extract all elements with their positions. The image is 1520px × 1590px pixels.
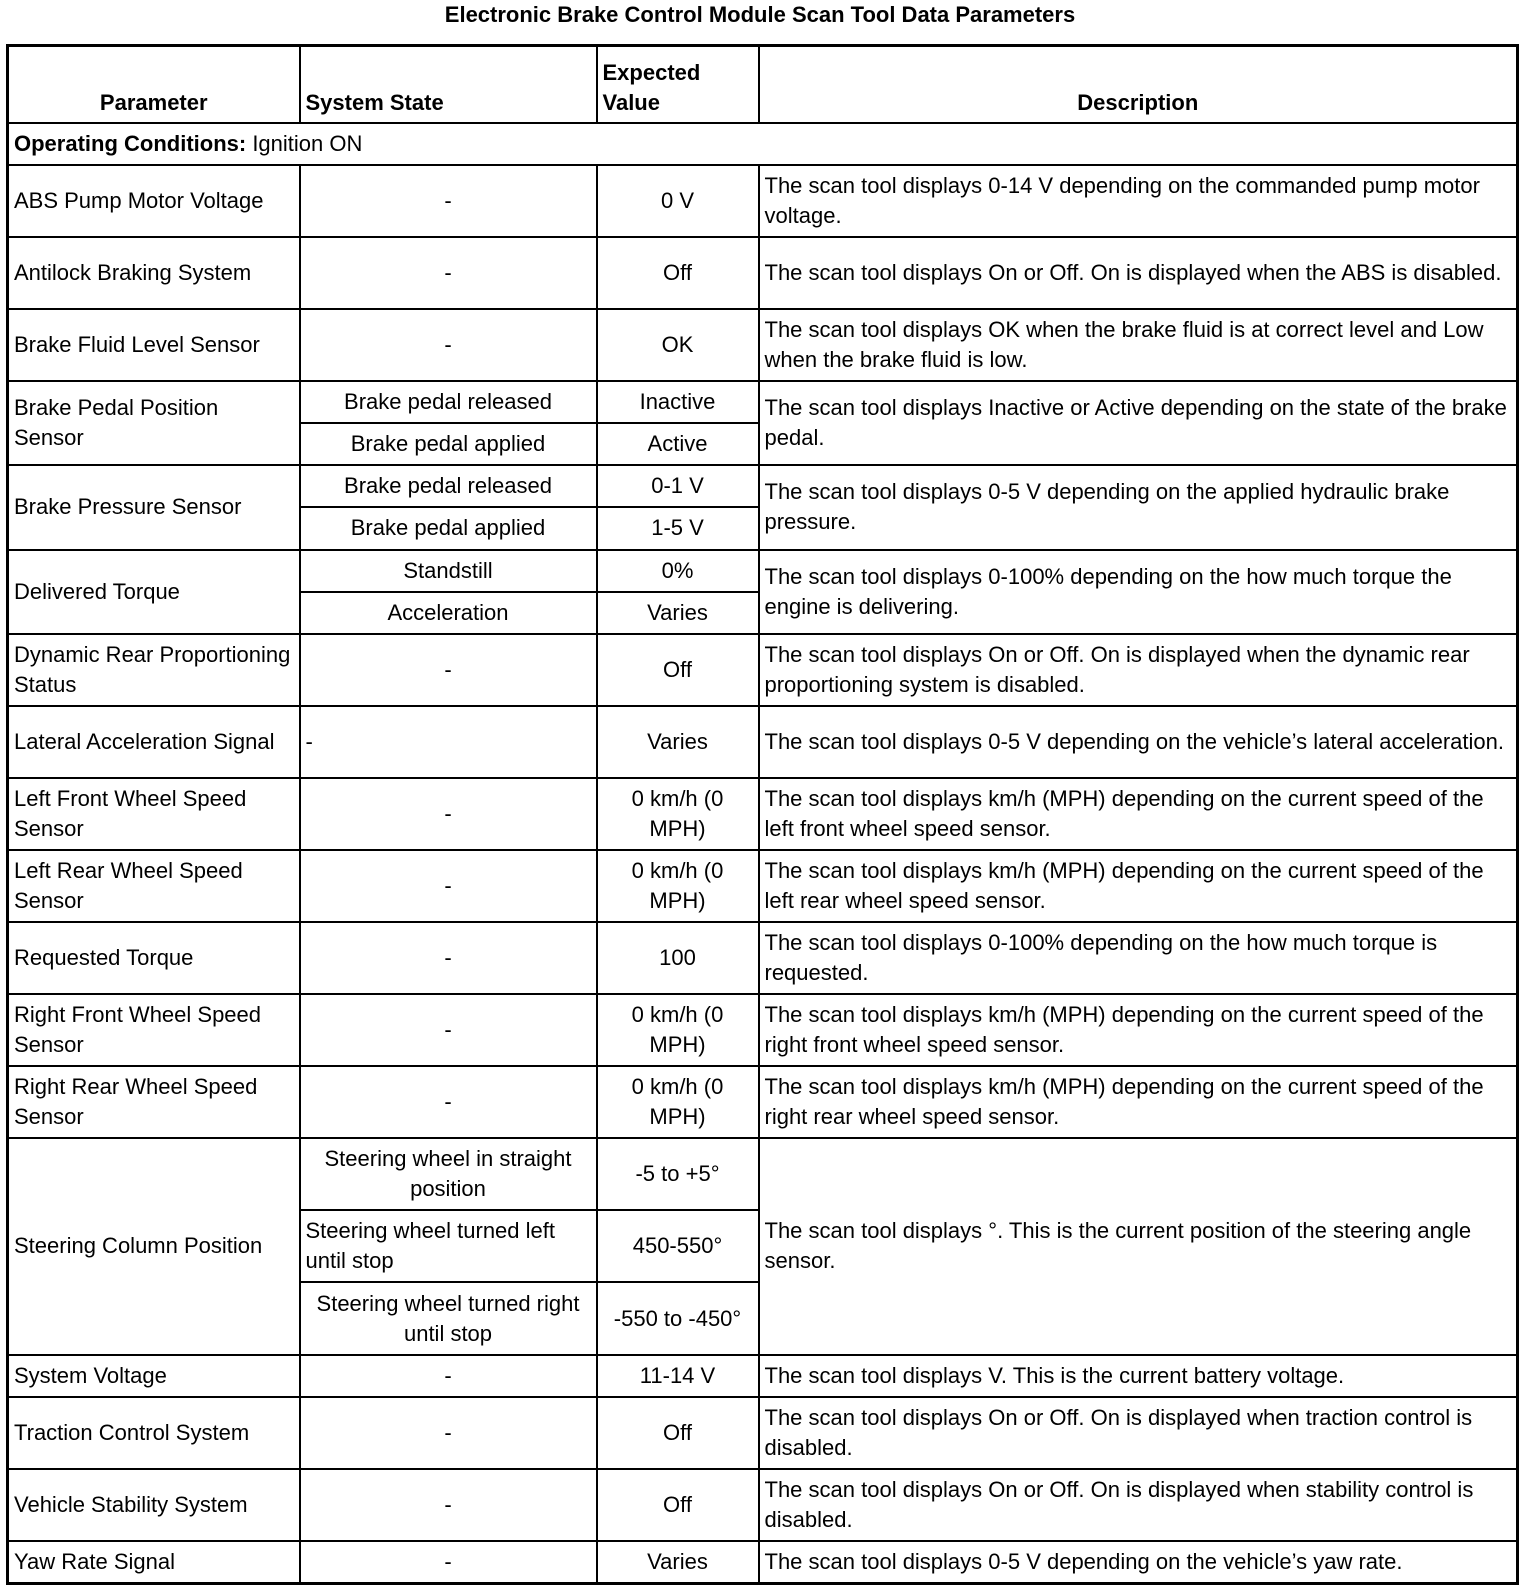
system-state-cell: Steering wheel in straight position	[300, 1138, 597, 1210]
table-row	[8, 237, 1518, 309]
expected-value-cell: 1-5 V	[597, 507, 759, 549]
system-state-cell: Brake pedal released	[300, 381, 597, 423]
expected-value-cell: Varies	[597, 706, 759, 778]
description-cell: The scan tool displays V. This is the current battery voltage.	[759, 1355, 1518, 1397]
parameter-cell: Brake Pressure Sensor	[8, 465, 300, 549]
parameter-cell: Right Rear Wheel Speed Sensor	[8, 1066, 300, 1138]
description-cell: The scan tool displays °. This is the current position of the steering angle sensor.	[759, 1138, 1518, 1354]
system-state-cell: -	[300, 1066, 597, 1138]
system-state-cell: -	[300, 1469, 597, 1541]
table-row	[8, 634, 1518, 706]
operating-conditions-row	[8, 123, 1518, 165]
operating-conditions	[8, 123, 1518, 165]
system-state-cell: -	[300, 309, 597, 381]
parameter-cell: Antilock Braking System	[8, 237, 300, 309]
system-state-cell: -	[300, 165, 597, 237]
system-state-cell: Steering wheel turned right until stop	[300, 1282, 597, 1354]
system-state-cell: -	[300, 1355, 597, 1397]
system-state-cell: Acceleration	[300, 592, 597, 634]
table-row	[8, 309, 1518, 381]
expected-value-cell: 0 V	[597, 165, 759, 237]
parameter-cell: Brake Fluid Level Sensor	[8, 309, 300, 381]
table-row	[8, 465, 1518, 507]
system-state-cell: -	[300, 706, 597, 778]
parameter-cell: Traction Control System	[8, 1397, 300, 1469]
parameter-cell: Left Front Wheel Speed Sensor	[8, 778, 300, 850]
table-row	[8, 1541, 1518, 1584]
table-row	[8, 994, 1518, 1066]
expected-value-cell: Off	[597, 1469, 759, 1541]
parameter-cell: Left Rear Wheel Speed Sensor	[8, 850, 300, 922]
expected-value-cell: 450-550°	[597, 1210, 759, 1282]
system-state-cell: -	[300, 634, 597, 706]
scan-tool-data-table	[6, 44, 1519, 1585]
parameter-cell: System Voltage	[8, 1355, 300, 1397]
system-state-cell: -	[300, 237, 597, 309]
operating-conditions-label: Operating Conditions:	[14, 131, 247, 157]
expected-value-cell: 0%	[597, 550, 759, 592]
description-cell: The scan tool displays km/h (MPH) depending on the current speed of the right rear wheel speed sensor.	[759, 1066, 1518, 1138]
description-cell: The scan tool displays Inactive or Active depending on the state of the brake pedal.	[759, 381, 1518, 465]
expected-value-cell: Off	[597, 634, 759, 706]
system-state-cell: Brake pedal applied	[300, 423, 597, 465]
system-state-cell: Brake pedal released	[300, 465, 597, 507]
description-cell: The scan tool displays On or Off. On is displayed when the dynamic rear proportioning system is disabled.	[759, 634, 1518, 706]
expected-value-cell: 0-1 V	[597, 465, 759, 507]
expected-value-cell: 0 km/h (0 MPH)	[597, 994, 759, 1066]
parameter-cell: ABS Pump Motor Voltage	[8, 165, 300, 237]
header-description: Description	[759, 46, 1518, 124]
parameter-cell: Lateral Acceleration Signal	[8, 706, 300, 778]
expected-value-cell: -5 to +5°	[597, 1138, 759, 1210]
table-row	[8, 778, 1518, 850]
description-cell: The scan tool displays On or Off. On is displayed when stability control is disabled.	[759, 1469, 1518, 1541]
system-state-cell: -	[300, 1397, 597, 1469]
description-cell: The scan tool displays 0-14 V depending on the commanded pump motor voltage.	[759, 165, 1518, 237]
table-row	[8, 1138, 1518, 1210]
system-state-cell: Steering wheel turned left until stop	[300, 1210, 597, 1282]
description-cell: The scan tool displays On or Off. On is displayed when traction control is disabled.	[759, 1397, 1518, 1469]
table-row	[8, 381, 1518, 423]
expected-value-cell: Off	[597, 1397, 759, 1469]
parameter-cell: Right Front Wheel Speed Sensor	[8, 994, 300, 1066]
system-state-cell: Standstill	[300, 550, 597, 592]
parameter-cell: Vehicle Stability System	[8, 1469, 300, 1541]
expected-value-cell: Varies	[597, 1541, 759, 1584]
system-state-cell: -	[300, 994, 597, 1066]
table-row	[8, 706, 1518, 778]
header-expected-value: Expected Value	[597, 46, 759, 124]
table-row	[8, 165, 1518, 237]
operating-conditions-value: Ignition ON	[246, 131, 363, 157]
description-cell: The scan tool displays km/h (MPH) depending on the current speed of the left rear wheel speed sensor.	[759, 850, 1518, 922]
expected-value-cell: Off	[597, 237, 759, 309]
expected-value-cell: -550 to -450°	[597, 1282, 759, 1354]
expected-value-cell: 100	[597, 922, 759, 994]
header-parameter: Parameter	[8, 46, 300, 124]
parameter-cell: Yaw Rate Signal	[8, 1541, 300, 1584]
description-cell: The scan tool displays km/h (MPH) depending on the current speed of the right front wheel speed sensor.	[759, 994, 1518, 1066]
parameter-cell: Delivered Torque	[8, 550, 300, 634]
system-state-cell: -	[300, 850, 597, 922]
expected-value-cell: Active	[597, 423, 759, 465]
table-row	[8, 850, 1518, 922]
expected-value-cell: 11-14 V	[597, 1355, 759, 1397]
parameter-cell: Dynamic Rear Proportioning Status	[8, 634, 300, 706]
table-row	[8, 1355, 1518, 1397]
system-state-cell: Brake pedal applied	[300, 507, 597, 549]
parameter-cell: Requested Torque	[8, 922, 300, 994]
description-cell: The scan tool displays 0-5 V depending on the vehicle’s yaw rate.	[759, 1541, 1518, 1584]
system-state-cell: -	[300, 1541, 597, 1584]
expected-value-cell: 0 km/h (0 MPH)	[597, 778, 759, 850]
description-cell: The scan tool displays 0-100% depending on the how much torque the engine is delivering.	[759, 550, 1518, 634]
expected-value-cell: OK	[597, 309, 759, 381]
table-row	[8, 550, 1518, 592]
description-cell: The scan tool displays OK when the brake fluid is at correct level and Low when the brake fluid is low.	[759, 309, 1518, 381]
expected-value-cell: 0 km/h (0 MPH)	[597, 1066, 759, 1138]
system-state-cell: -	[300, 922, 597, 994]
description-cell: The scan tool displays 0-100% depending on the how much torque is requested.	[759, 922, 1518, 994]
parameter-cell: Brake Pedal Position Sensor	[8, 381, 300, 465]
description-cell: The scan tool displays km/h (MPH) depending on the current speed of the left front wheel speed sensor.	[759, 778, 1518, 850]
expected-value-cell: Varies	[597, 592, 759, 634]
expected-value-cell: Inactive	[597, 381, 759, 423]
expected-value-cell: 0 km/h (0 MPH)	[597, 850, 759, 922]
table-row	[8, 922, 1518, 994]
description-cell: The scan tool displays 0-5 V depending on the vehicle’s lateral acceleration.	[759, 706, 1518, 778]
table-row	[8, 1397, 1518, 1469]
parameter-cell: Steering Column Position	[8, 1138, 300, 1354]
header-system-state: System State	[300, 46, 597, 124]
description-cell: The scan tool displays 0-5 V depending on the applied hydraulic brake pressure.	[759, 465, 1518, 549]
page-title: Electronic Brake Control Module Scan Tool Data Parameters	[444, 2, 1076, 27]
table-row	[8, 1469, 1518, 1541]
description-cell: The scan tool displays On or Off. On is displayed when the ABS is disabled.	[759, 237, 1518, 309]
table-header-row	[8, 46, 1518, 124]
system-state-cell: -	[300, 778, 597, 850]
table-row	[8, 1066, 1518, 1138]
